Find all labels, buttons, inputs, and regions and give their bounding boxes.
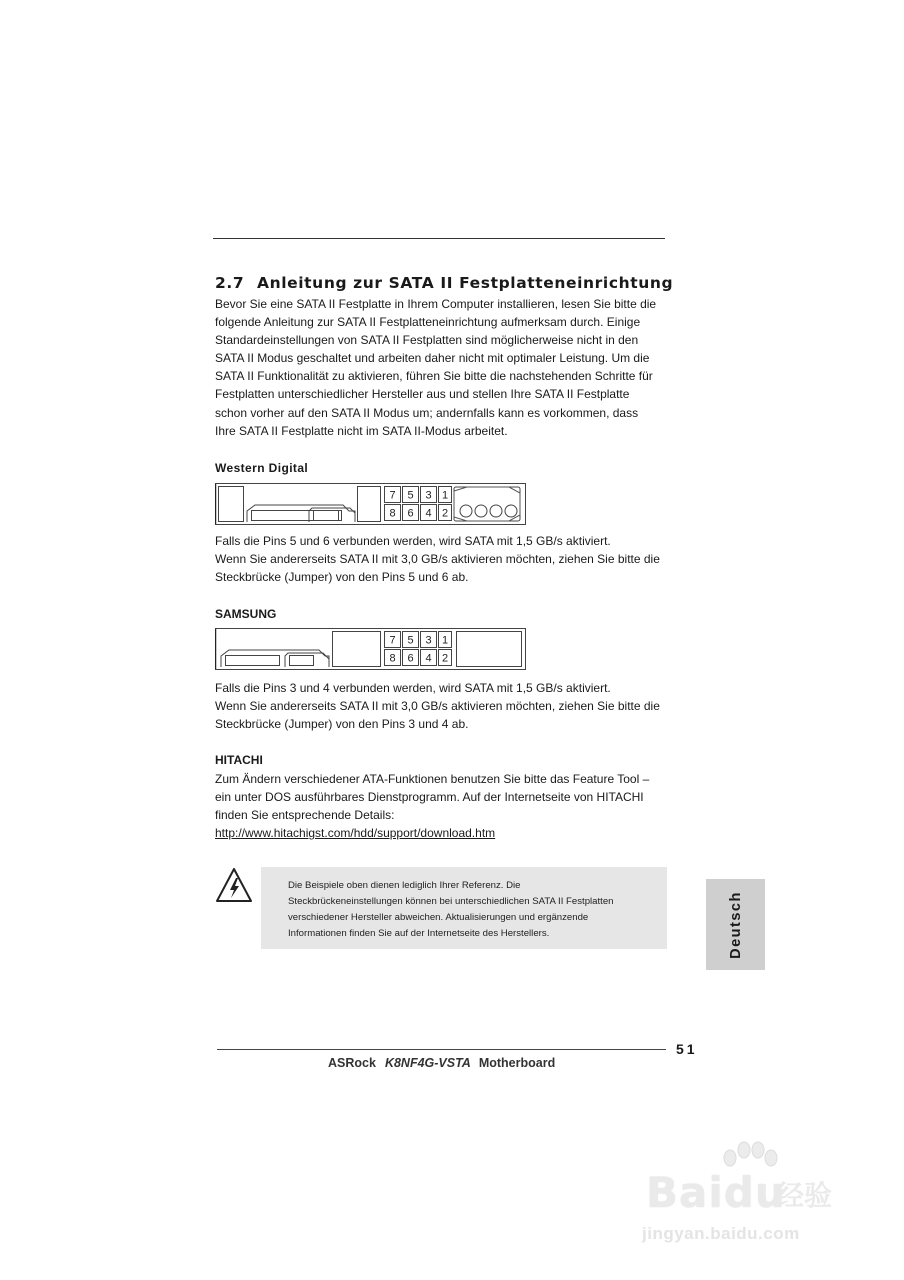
wd-text-line: Wenn Sie andererseits SATA II mit 3,0 GB/s aktivieren möchten, ziehen Sie bitte die [215,552,660,567]
wd-text-line: Steckbrücke (Jumper) von den Pins 5 und 6 ab. [215,570,469,585]
note-box [261,867,667,949]
watermark-url: jingyan.baidu.com [642,1224,800,1243]
note-line: Informationen finden Sie auf der Internetseite des Herstellers. [288,928,550,939]
footer-product: Motherboard [478,1056,556,1070]
intro-line: SATA II Modus geschaltet und arbeiten daher nicht mit optimaler Leistung. Um die [215,351,650,366]
pin-label: 5 [407,634,414,647]
samsung-paragraph [215,679,675,733]
note-line: verschiedener Hersteller abweichen. Aktualisierungen und ergänzende [288,912,589,923]
hitachi-text-line: ein unter DOS ausführbares Dienstprogramm. Auf der Internetseite von HITACHI [215,790,644,805]
pin-label: 2 [441,507,449,520]
hitachi-paragraph [215,770,675,842]
intro-line: SATA II Funktionalität zu aktivieren, führen Sie bitte die nachstehenden Schritte für [215,369,653,384]
intro-line: Ihre SATA II Festplatte nicht im SATA II-Modus arbeitet. [215,423,508,438]
note-text [288,878,614,942]
language-tab-label: Deutsch [727,890,744,959]
section-number: 2.7 [215,274,245,292]
pin-label: 5 [407,489,414,502]
wd-jumper-diagram [215,483,526,525]
wd-heading: Western Digital [215,461,309,475]
pin-label: 8 [389,507,396,520]
hitachi-download-link[interactable]: http://www.hitachigst.com/hdd/support/download.htm [215,826,496,841]
pin-label: 6 [407,507,414,520]
intro-line: Festplatten unterschiedlicher Hersteller aus und stellen Ihre SATA II Festplatte [215,387,630,402]
hitachi-text-line: Zum Ändern verschiedener ATA-Funktionen benutzen Sie bitte das Feature Tool – [215,772,650,786]
samsung-text-line: Wenn Sie andererseits SATA II mit 3,0 GB/s aktivieren möchten, ziehen Sie bitte die [215,699,660,714]
intro-paragraph [215,295,675,440]
wd-molex-pins [460,505,517,517]
pin-label: 2 [441,652,449,665]
pin-label: 4 [425,507,432,520]
intro-line: Bevor Sie eine SATA II Festplatte in Ihrem Computer installieren, lesen Sie bitte die [215,297,657,311]
pin-label: 3 [425,634,432,647]
watermark-brand: Baidu [646,1168,786,1217]
watermark-cn: 经验 [776,1180,833,1211]
pin-label: 1 [441,634,449,647]
note-line: Steckbrückeneinstellungen können bei unterschiedlichen SATA II Festplatten [288,896,614,907]
samsung-text-line: Falls die Pins 3 und 4 verbunden werden, wird SATA mit 1,5 GB/s aktiviert. [215,681,611,695]
pin-label: 1 [441,489,449,502]
language-tab [706,879,765,970]
pin-label: 6 [407,652,414,665]
warning-icon [215,867,253,903]
wd-text-line: Falls die Pins 5 und 6 verbunden werden, wird SATA mit 1,5 GB/s aktiviert. [215,534,611,548]
pin-label: 4 [425,652,432,665]
samsung-heading: SAMSUNG [215,607,277,621]
note-line: Die Beispiele oben dienen lediglich Ihrer Referenz. Die [288,880,521,891]
hitachi-text-line: finden Sie entsprechende Details: [215,808,395,823]
section-title [215,274,673,292]
samsung-jumper-diagram [215,628,526,670]
pin-label: 7 [389,489,396,502]
footer-brand: ASRock [328,1056,376,1070]
intro-line: schon vorher auf den SATA II Modus um; andernfalls kann es vorkommen, dass [215,405,639,420]
pin-label: 8 [389,652,396,665]
intro-line: Standardeinstellungen von SATA II Festplatten sind möglicherweise nicht in den [215,333,639,348]
wd-paragraph [215,532,675,586]
page-number: 51 [676,1041,698,1057]
header-rule [213,238,665,239]
baidu-watermark [640,1140,860,1250]
hitachi-heading: HITACHI [215,753,263,767]
footer [328,1056,555,1070]
pin-label: 3 [425,489,432,502]
pin-label: 7 [389,634,396,647]
samsung-text-line: Steckbrücke (Jumper) von den Pins 3 und 4 ab. [215,717,469,732]
intro-line: folgende Anleitung zur SATA II Festplatteneinrichtung aufmerksam durch. Einige [215,315,641,330]
footer-rule [217,1049,666,1050]
footer-model: K8NF4G-VSTA [384,1056,471,1070]
section-title-text: Anleitung zur SATA II Festplatteneinrichtung [257,274,674,292]
